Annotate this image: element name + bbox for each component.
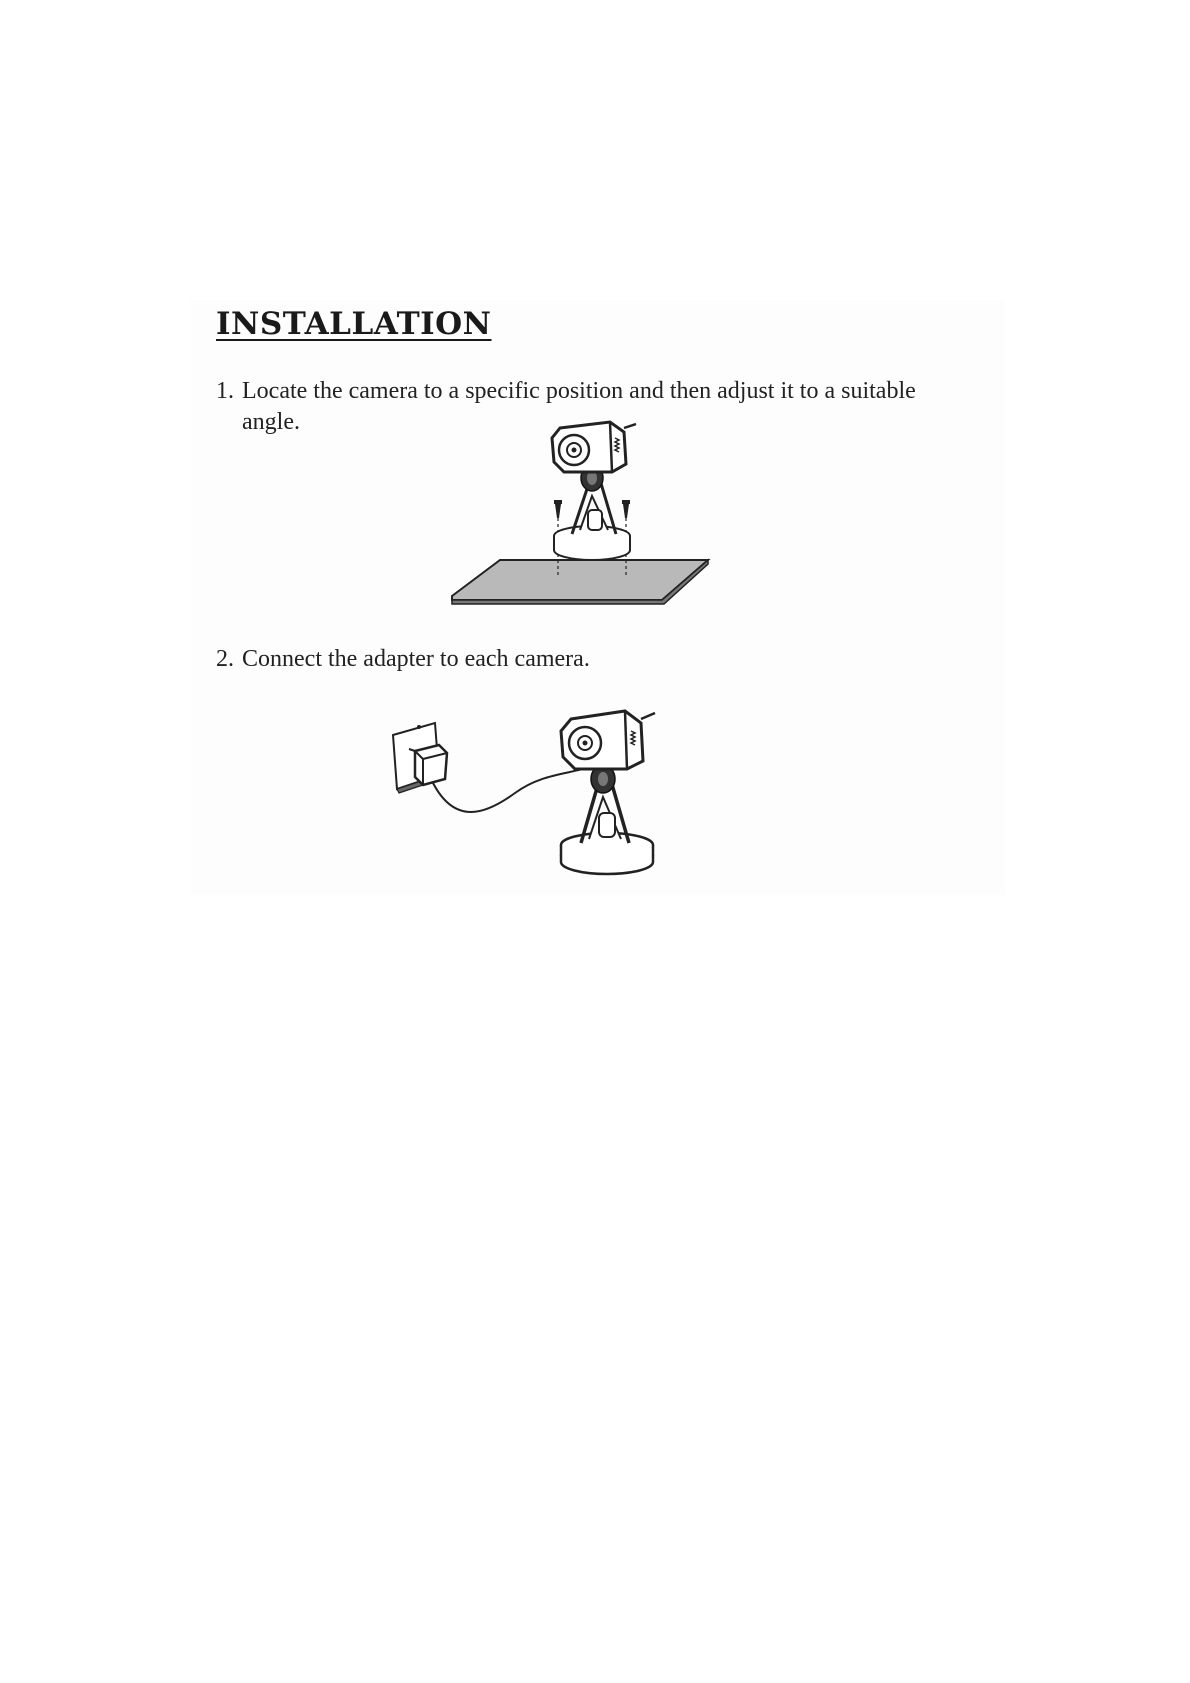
camera-body [561, 711, 655, 769]
section-title: INSTALLATION [216, 306, 492, 342]
screw-icon-left [554, 500, 562, 518]
adapter-connection-illustration [385, 705, 705, 895]
camera-body [552, 422, 636, 472]
step-2-number: 2. [216, 646, 234, 672]
camera-base [554, 526, 630, 560]
camera-base [561, 833, 653, 874]
camera-mounting-illustration [440, 418, 720, 618]
camera-stand [581, 765, 629, 843]
step-1-number: 1. [216, 378, 234, 404]
step-2-text [216, 644, 1006, 675]
camera-stand [572, 465, 616, 534]
screw-icon-right [622, 500, 630, 518]
step-2-line-1: Connect the adapter to each camera. [242, 646, 590, 672]
step-1-line-1: Locate the camera to a specific position and then adjust it to a suitable [242, 378, 916, 404]
step-1-line-2: angle. [242, 409, 300, 435]
